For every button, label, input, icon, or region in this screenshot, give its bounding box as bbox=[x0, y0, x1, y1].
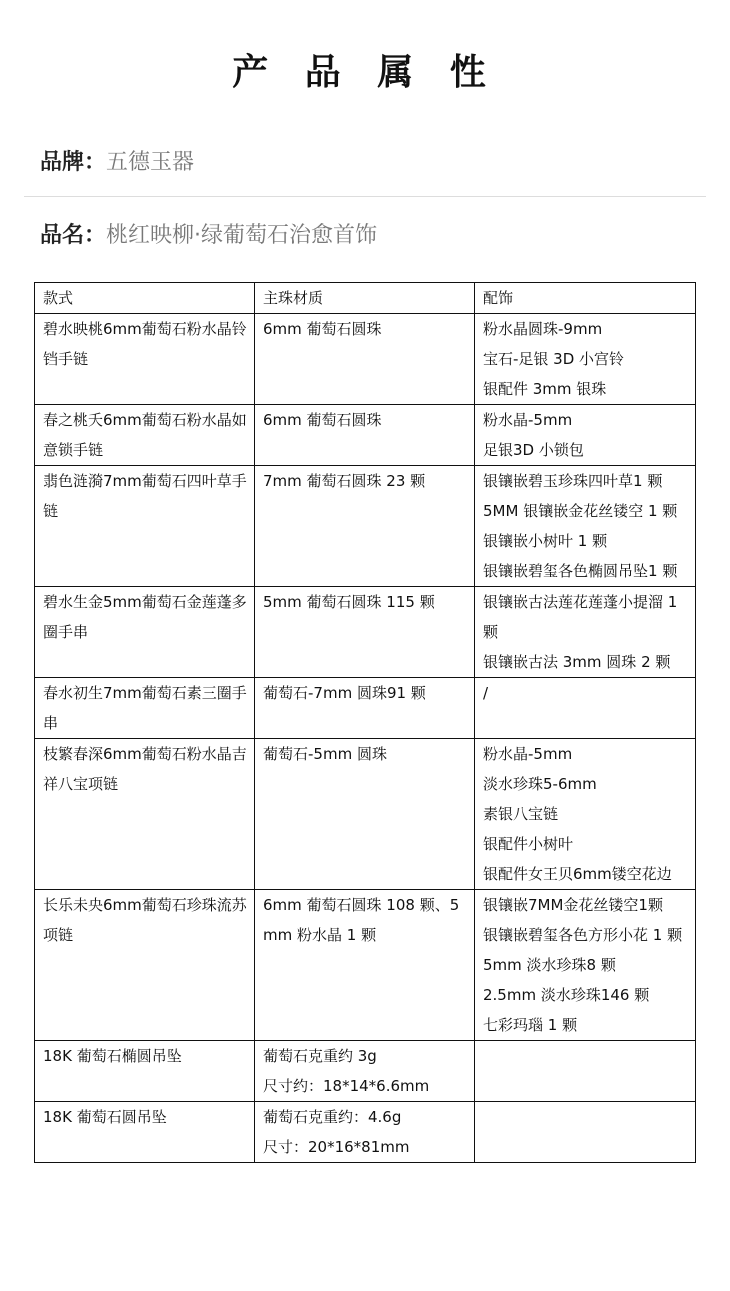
product-name-label: 品名： bbox=[40, 223, 107, 248]
material-line: 尺寸约：18*14*6.6mm bbox=[263, 1077, 430, 1095]
page-title: 产 品 属 性 bbox=[232, 52, 498, 93]
cell-accessories bbox=[475, 587, 696, 678]
accessory-line: 宝石-足银 3D 小宫铃 bbox=[483, 350, 625, 368]
accessory-line: 银镶嵌古法 3mm 圆珠 2 颗 bbox=[483, 653, 671, 671]
cell-accessories bbox=[475, 1102, 696, 1163]
cell-accessories bbox=[475, 1041, 696, 1102]
accessory-line: 七彩玛瑙 1 颗 bbox=[483, 1016, 578, 1034]
cell-style: 春之桃夭6mm葡萄石粉水晶如意锁手链 bbox=[35, 405, 255, 466]
table-row bbox=[35, 739, 696, 890]
accessory-line: 银镶嵌碧玺各色椭圆吊坠1 颗 bbox=[483, 562, 678, 580]
header-style: 款式 bbox=[35, 283, 255, 314]
cell-material bbox=[255, 405, 475, 466]
table-row bbox=[35, 405, 696, 466]
cell-material bbox=[255, 466, 475, 587]
divider bbox=[24, 196, 706, 197]
table-row bbox=[35, 1102, 696, 1163]
accessory-line: 淡水珍珠5-6mm bbox=[483, 775, 597, 793]
accessory-line: 粉水晶-5mm bbox=[483, 745, 573, 763]
table-body bbox=[35, 314, 696, 1163]
material-line: 葡萄石克重约：4.6g bbox=[263, 1108, 402, 1126]
accessory-line: 银配件女王贝6mm镂空花边 bbox=[483, 865, 672, 883]
cell-accessories bbox=[475, 890, 696, 1041]
table-header-row bbox=[35, 283, 696, 314]
cell-style: 翡色涟漪7mm葡萄石四叶草手链 bbox=[35, 466, 255, 587]
table-row bbox=[35, 890, 696, 1041]
accessory-line: 粉水晶圆珠-9mm bbox=[483, 320, 603, 338]
material-line: 尺寸：20*16*81mm bbox=[263, 1138, 410, 1156]
table-row bbox=[35, 466, 696, 587]
product-name-value: 桃红映柳·绿葡萄石治愈首饰 bbox=[106, 223, 378, 248]
cell-material bbox=[255, 587, 475, 678]
accessory-line: 5MM 银镶嵌金花丝镂空 1 颗 bbox=[483, 502, 678, 520]
table-row bbox=[35, 587, 696, 678]
cell-accessories bbox=[475, 466, 696, 587]
cell-accessories bbox=[475, 739, 696, 890]
material-line: 7mm 葡萄石圆珠 23 颗 bbox=[263, 472, 426, 490]
accessory-line: 5mm 淡水珍珠8 颗 bbox=[483, 956, 616, 974]
cell-accessories bbox=[475, 678, 696, 739]
brand-row bbox=[40, 148, 194, 178]
cell-material bbox=[255, 678, 475, 739]
cell-style: 碧水映桃6mm葡萄石粉水晶铃铛手链 bbox=[35, 314, 255, 405]
accessory-line: 银镶嵌古法莲花莲蓬小提溜 1 颗 bbox=[483, 593, 678, 641]
accessory-line: 银镶嵌碧玺各色方形小花 1 颗 bbox=[483, 926, 683, 944]
cell-accessories bbox=[475, 405, 696, 466]
accessory-line: 银镶嵌7MM金花丝镂空1颗 bbox=[483, 896, 663, 914]
cell-material bbox=[255, 1041, 475, 1102]
cell-style: 长乐未央6mm葡萄石珍珠流苏项链 bbox=[35, 890, 255, 1041]
header-material: 主珠材质 bbox=[255, 283, 475, 314]
table-row bbox=[35, 314, 696, 405]
cell-style: 18K 葡萄石圆吊坠 bbox=[35, 1102, 255, 1163]
accessory-line: / bbox=[483, 684, 489, 702]
table-row bbox=[35, 678, 696, 739]
material-line: 葡萄石-5mm 圆珠 bbox=[263, 745, 387, 763]
header-accessories: 配饰 bbox=[475, 283, 696, 314]
cell-material bbox=[255, 739, 475, 890]
product-attributes-table bbox=[34, 282, 696, 1163]
brand-label: 品牌： bbox=[40, 150, 107, 175]
cell-style: 春水初生7mm葡萄石素三圈手串 bbox=[35, 678, 255, 739]
table-row bbox=[35, 1041, 696, 1102]
cell-material bbox=[255, 890, 475, 1041]
material-line: 5mm 葡萄石圆珠 115 颗 bbox=[263, 593, 435, 611]
cell-style: 18K 葡萄石椭圆吊坠 bbox=[35, 1041, 255, 1102]
material-line: 葡萄石克重约 3g bbox=[263, 1047, 377, 1065]
material-line: 6mm 葡萄石圆珠 108 颗、5mm 粉水晶 1 颗 bbox=[263, 896, 460, 944]
accessory-line: 足银3D 小锁包 bbox=[483, 441, 584, 459]
accessory-line: 2.5mm 淡水珍珠146 颗 bbox=[483, 986, 650, 1004]
material-line: 葡萄石-7mm 圆珠91 颗 bbox=[263, 684, 426, 702]
product-name-row bbox=[40, 221, 377, 251]
accessory-line: 银配件 3mm 银珠 bbox=[483, 380, 607, 398]
cell-style: 碧水生金5mm葡萄石金莲蓬多圈手串 bbox=[35, 587, 255, 678]
brand-value: 五德玉器 bbox=[106, 150, 195, 175]
cell-material bbox=[255, 1102, 475, 1163]
accessory-line: 银镶嵌碧玉珍珠四叶草1 颗 bbox=[483, 472, 663, 490]
material-line: 6mm 葡萄石圆珠 bbox=[263, 411, 382, 429]
accessory-line: 素银八宝链 bbox=[483, 805, 559, 823]
cell-material bbox=[255, 314, 475, 405]
cell-style: 枝繁春深6mm葡萄石粉水晶吉祥八宝项链 bbox=[35, 739, 255, 890]
accessory-line: 粉水晶-5mm bbox=[483, 411, 573, 429]
accessory-line: 银镶嵌小树叶 1 颗 bbox=[483, 532, 608, 550]
accessory-line: 银配件小树叶 bbox=[483, 835, 574, 853]
cell-accessories bbox=[475, 314, 696, 405]
material-line: 6mm 葡萄石圆珠 bbox=[263, 320, 382, 338]
